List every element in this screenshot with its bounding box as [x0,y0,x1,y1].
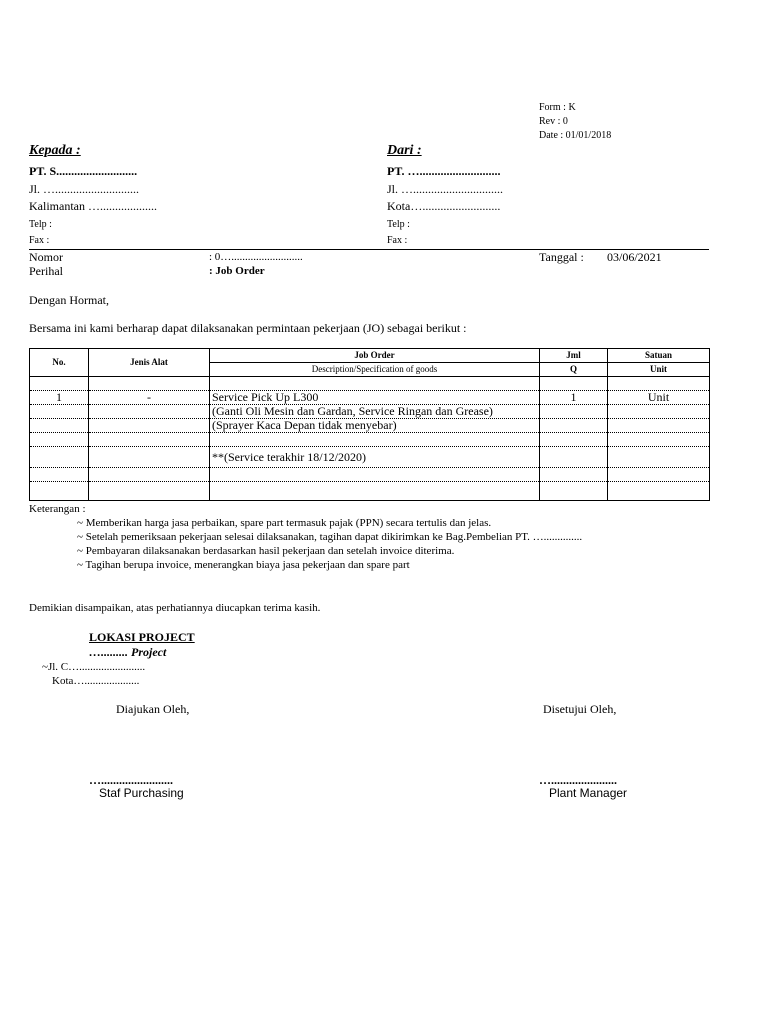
tanggal-label: Tanggal : [539,250,584,264]
intro-text: Bersama ini kami berharap dapat dilaksanakan permintaan pekerjaan (JO) sebagai berikut : [29,321,467,335]
disetujui-label: Disetujui Oleh, [543,702,617,716]
dari-fax: Fax : [387,235,408,246]
row-desc: Service Pick Up L300 [210,391,540,405]
perihal-label: Perihal [29,264,63,278]
header-job-order: Job Order [210,349,540,363]
header-jenis-alat: Jenis Alat [89,349,210,377]
header-q: Q [540,363,608,377]
row-unit: Unit [608,391,710,405]
header-description: Description/Specification of goods [210,363,540,377]
staf-purchasing-role: Staf Purchasing [99,786,184,800]
lokasi-city: Kota….................... [52,675,140,687]
row-no: 1 [30,391,89,405]
kepada-fax: Fax : [29,235,50,246]
lokasi-title: LOKASI PROJECT [89,630,195,644]
kepada-city: Kalimantan …................... [29,199,157,213]
kepada-telp: Telp : [29,219,52,230]
closing-text: Demikian disampaikan, atas perhatiannya diucapkan terima kasih. [29,602,321,614]
lokasi-address: ~Jl. C…........................ [42,661,146,673]
row-desc: (Sprayer Kaca Depan tidak menyebar) [210,419,540,433]
form-code: Form : K [539,102,576,113]
kepada-address: Jl. …............................ [29,182,140,196]
table-row [30,433,710,447]
perihal-value: : Job Order [209,265,265,277]
diajukan-label: Diajukan Oleh, [116,702,190,716]
nomor-value: : 0….......................... [209,251,303,263]
table-row [30,468,710,482]
signature-line-left: …........................ [89,773,173,787]
row-desc: **(Service terakhir 18/12/2020) [210,447,540,468]
lokasi-project: …......... Project [89,645,167,659]
keterangan-item: ~ Memberikan harga jasa perbaikan, spare part termasuk pajak (PPN) secara tertulis dan jelas. [77,517,492,529]
nomor-label: Nomor [29,250,63,264]
dari-city: Kota….......................... [387,199,501,213]
form-date: Date : 01/01/2018 [539,130,612,141]
row-jenis: - [89,391,210,405]
tanggal-value: 03/06/2021 [607,250,662,264]
table-row [30,405,710,419]
table-row [30,482,710,501]
kepada-company: PT. S........................... [29,164,138,178]
header-satuan: Satuan [608,349,710,363]
form-rev: Rev : 0 [539,116,568,127]
dari-telp: Telp : [387,219,410,230]
keterangan-item: ~ Pembayaran dilaksanakan berdasarkan hasil pekerjaan dan setelah invoice diterima. [77,545,455,557]
row-qty: 1 [540,391,608,405]
dari-address: Jl. ….............................. [387,182,504,196]
table-row [30,377,710,391]
header-no: No. [30,349,89,377]
job-order-table [29,348,710,501]
keterangan-item: ~ Tagihan berupa invoice, menerangkan biaya jasa pekerjaan dan spare part [77,559,410,571]
header-unit: Unit [608,363,710,377]
dari-title: Dari : [387,143,422,158]
keterangan-item: ~ Setelah pemeriksaan pekerjaan selesai dilaksanakan, tagihan dapat dikirimkan ke Bag.Pembelian PT. ….............. [77,531,583,543]
table-row [30,391,710,405]
greeting: Dengan Hormat, [29,293,109,307]
table-row [30,447,710,468]
signature-line-right: …...................... [539,773,617,787]
keterangan-label: Keterangan : [29,503,86,515]
header-jml: Jml [540,349,608,363]
dari-company: PT. …........................... [387,164,501,178]
kepada-title: Kepada : [29,143,81,158]
plant-manager-role: Plant Manager [549,786,628,800]
row-desc: (Ganti Oli Mesin dan Gardan, Service Ringan dan Grease) [210,405,540,419]
table-row [30,419,710,433]
